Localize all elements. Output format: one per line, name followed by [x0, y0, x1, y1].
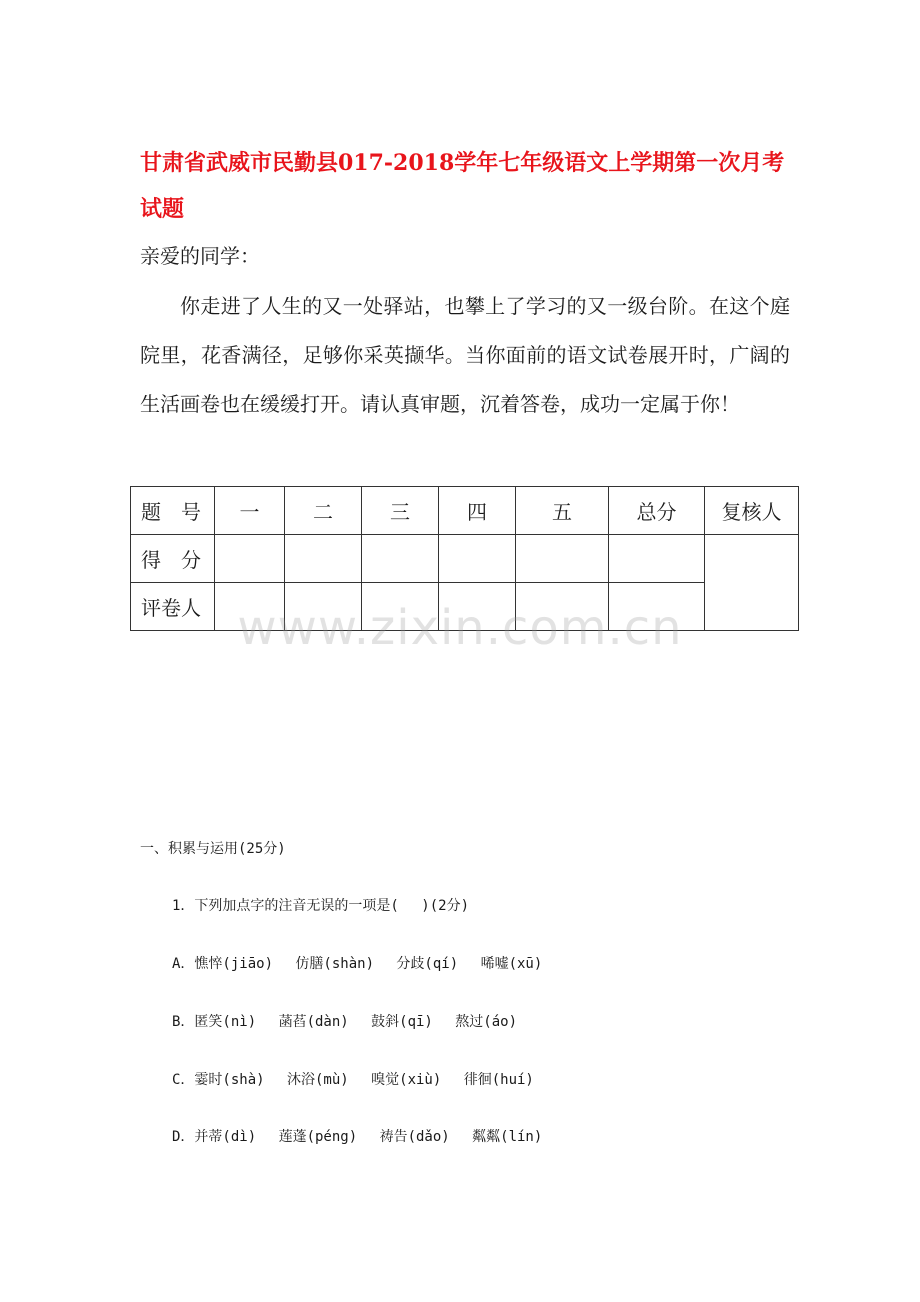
- greeting: 亲爱的同学：: [140, 244, 260, 268]
- header-cell-2: 二: [285, 487, 362, 535]
- score-cell: [285, 535, 362, 583]
- header-cell-1: 一: [215, 487, 285, 535]
- header-cell-number: 题 号: [131, 487, 215, 535]
- score-cell: [362, 535, 439, 583]
- header-cell-reviewer: 复核人: [705, 487, 799, 535]
- option-a: A．憔悴(jiāo) 仿膳(shàn) 分歧(qí) 唏嘘(xū): [172, 956, 543, 972]
- question-1: 1．下列加点字的注音无误的一项是( )(2分): [172, 898, 469, 914]
- score-cell: [439, 535, 516, 583]
- score-row: [131, 535, 799, 583]
- score-cell: [215, 535, 285, 583]
- header-cell-3: 三: [362, 487, 439, 535]
- header-cell-4: 四: [439, 487, 516, 535]
- option-d: D．并蒂(dì) 莲蓬(péng) 祷告(dǎo) 粼粼(lín): [172, 1129, 543, 1145]
- score-cell: [609, 535, 705, 583]
- option-b: B．匿笑(nì) 菡萏(dàn) 鼓斜(qī) 熬过(áo): [172, 1014, 518, 1030]
- watermark: www.zixin.com.cn: [237, 600, 683, 656]
- header-cell-5: 五: [516, 487, 609, 535]
- option-c: C．霎时(shà) 沐浴(mù) 嗅觉(xiù) 徘徊(huí): [172, 1072, 534, 1088]
- intro-paragraph: 你走进了人生的又一处驿站，也攀上了学习的又一级台阶。在这个庭院里，花香满径，足够你采英撷华。当你面前的语文试卷展开时，广阔的生活画卷也在缓缓打开。请认真审题，沉着答卷，成功一定属于你！: [140, 294, 790, 416]
- document-title: 甘肃省武威市民勤县017-2018学年七年级语文上学期第一次月考试题: [140, 150, 785, 222]
- section-heading: 一、积累与运用(25分): [140, 841, 286, 857]
- score-cell: [516, 535, 609, 583]
- grader-row-label: 评卷人: [131, 583, 215, 631]
- score-row-label: 得 分: [131, 535, 215, 583]
- header-cell-total: 总分: [609, 487, 705, 535]
- score-table-header-row: [131, 487, 799, 535]
